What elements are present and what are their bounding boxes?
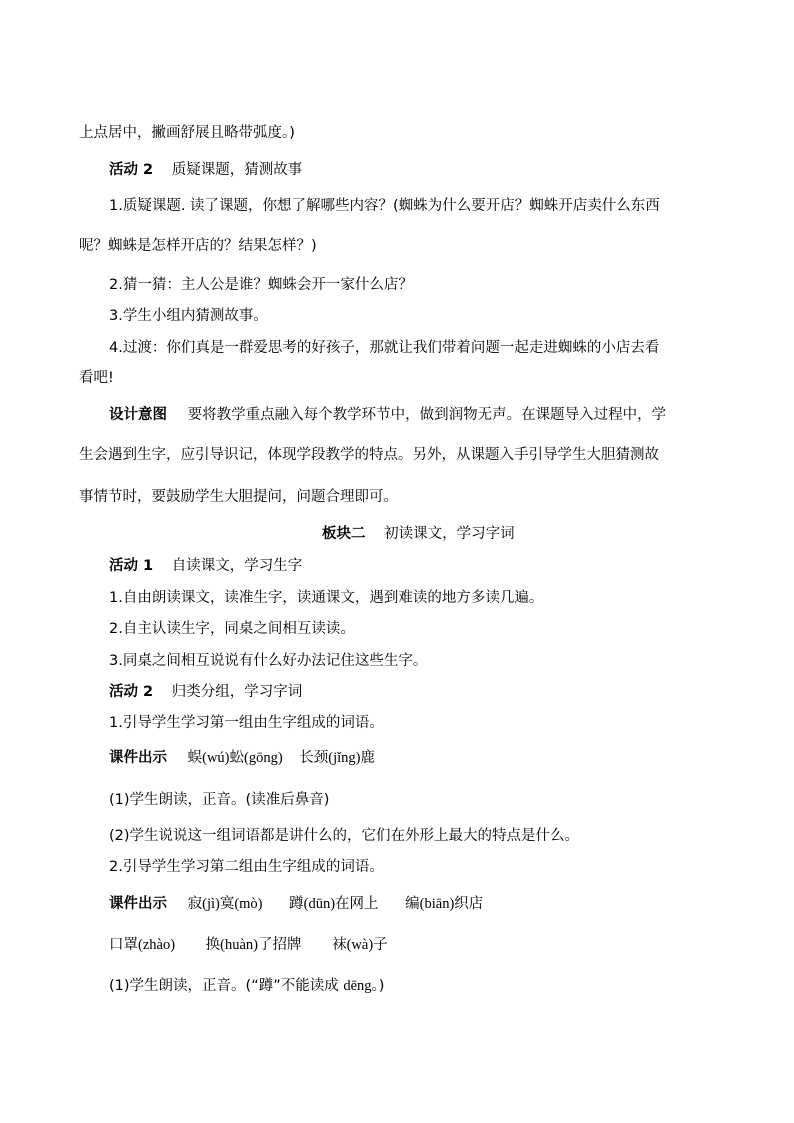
courseware-line xyxy=(109,748,375,768)
courseware-label: 课件出示 xyxy=(109,896,167,912)
pinyin: (wú) xyxy=(202,750,230,766)
section-heading xyxy=(322,524,515,544)
section-title: 初读课文，学习字词 xyxy=(384,526,515,542)
section-label: 板块二 xyxy=(322,526,366,542)
vocab-line xyxy=(109,935,388,955)
text-line: (2)学生说说这一组词语都是讲什么的，它们在外形上最大的特点是什么。 xyxy=(109,828,580,844)
activity-title: 自读课文，学习生字 xyxy=(171,558,303,574)
vocab-word: 编 xyxy=(405,896,420,912)
text-segment: 。) xyxy=(371,978,385,994)
text-line: 1.质疑课题. 读了课题，你想了解哪些内容？(蜘蛛为什么要开店？蜘蛛开店卖什么东西 xyxy=(109,198,660,214)
vocab-word: 寂 xyxy=(187,896,203,912)
text-line: 2.自主认读生字，同桌之间相互读读。 xyxy=(109,621,355,637)
activity-heading xyxy=(109,556,302,576)
text-line: 3.学生小组内猜测故事。 xyxy=(109,308,268,324)
text-line: 看吧! xyxy=(79,370,114,386)
pinyin: (biān) xyxy=(419,896,455,912)
activity-label: 活动 2 xyxy=(109,684,154,700)
pinyin: (zhào) xyxy=(138,937,176,953)
pinyin: dēng xyxy=(343,978,372,994)
text-line: 2.猜一猜：主人公是谁？蜘蛛会开一家什么店？ xyxy=(109,277,413,293)
design-intent-line xyxy=(109,405,666,425)
text-line: 1.自由朗读课文，读准生字，读通课文，遇到难读的地方多读几遍。 xyxy=(109,590,544,606)
text-line: (1)学生朗读，正音。(读准后鼻音) xyxy=(109,792,330,808)
vocab-word: 长颈 xyxy=(299,750,329,766)
vocab-word: 寞 xyxy=(219,896,235,912)
pinyin: (wà) xyxy=(346,937,374,953)
activity-title: 质疑课题，猜测故事 xyxy=(171,162,303,178)
activity-heading xyxy=(109,160,302,180)
text-line: 2.引导学生学习第二组由生字组成的词语。 xyxy=(109,859,384,875)
text-line: 1.引导学生学习第一组由生字组成的词语。 xyxy=(109,715,384,731)
vocab-word: 子 xyxy=(373,937,388,953)
vocab-word: 换 xyxy=(205,937,221,953)
vocab-word: 袜 xyxy=(332,937,347,953)
text-line: 事情节时，要鼓励学生大胆提问，问题合理即可。 xyxy=(79,489,398,505)
vocab-word: 在网上 xyxy=(335,896,379,912)
text-line: 呢？蜘蛛是怎样开店的？结果怎样？) xyxy=(79,238,317,254)
pinyin: (dūn) xyxy=(303,896,336,912)
text-line: 上点居中，撇画舒展且略带弧度。) xyxy=(79,125,295,141)
design-intent-text: 要将教学重点融入每个教学环节中，做到润物无声。在课题导入过程中，学 xyxy=(187,407,667,423)
pinyin: (mò) xyxy=(234,896,263,912)
text-line xyxy=(109,976,384,996)
pinyin: (jì) xyxy=(202,896,220,912)
vocab-word: 蚣 xyxy=(229,750,244,766)
pinyin: (gōng) xyxy=(244,750,283,766)
activity-heading xyxy=(109,682,302,702)
text-line: 3.同桌之间相互说说有什么好办法记住这些生字。 xyxy=(109,653,428,669)
activity-title: 归类分组，学习字词 xyxy=(171,684,303,700)
vocab-word: 织店 xyxy=(454,896,484,912)
vocab-word: 了招牌 xyxy=(257,937,302,953)
activity-label: 活动 2 xyxy=(109,162,154,178)
text-line: 生会遇到生字，应引导识记，体现学段教学的特点。另外，从课题入手引导学生大胆猜测故 xyxy=(79,447,659,463)
courseware-line xyxy=(109,894,483,914)
pinyin: (huàn) xyxy=(220,937,258,953)
design-intent-label: 设计意图 xyxy=(109,407,167,423)
vocab-word: 口罩 xyxy=(109,937,138,953)
vocab-word: 蜈 xyxy=(187,750,203,766)
pinyin: (jǐng) xyxy=(328,750,361,766)
courseware-label: 课件出示 xyxy=(109,750,167,766)
text-segment: (1)学生朗读，正音。(“蹲”不能读成 xyxy=(109,978,339,994)
activity-label: 活动 1 xyxy=(109,558,154,574)
vocab-word: 鹿 xyxy=(360,750,375,766)
text-line: 4.过渡：你们真是一群爱思考的好孩子，那就让我们带着问题一起走进蜘蛛的小店去看 xyxy=(109,340,660,356)
vocab-word: 蹲 xyxy=(289,896,304,912)
